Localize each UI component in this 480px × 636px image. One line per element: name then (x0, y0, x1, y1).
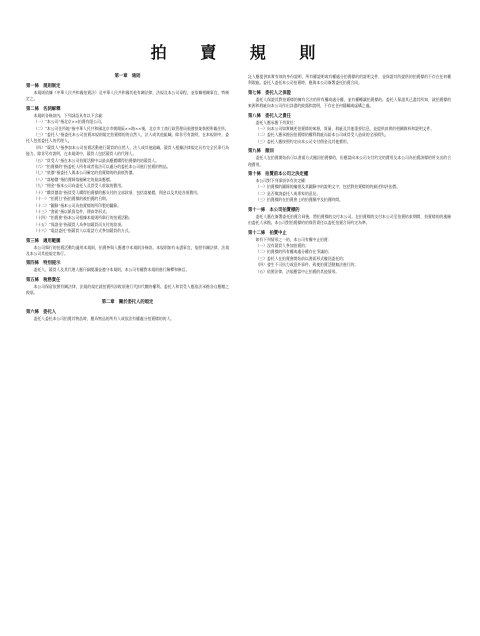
section-text: 本公司保留依照有關法律，法規的規定就拍賣所涉稅項進行代扣代繳的權利。委托人和買受人應依法承擔各自應繳之稅項。 (26, 283, 229, 296)
section-heading: 第十一條 本公司拍賣標的 (248, 207, 300, 213)
section-heading: 第九條 撤回 (248, 149, 274, 155)
section-text: 委托人應在簽署委托拍賣合同後，將拍賣標的交付本公司。在拍賣標的交付本公司至拍賣結束期間，拍賣標的的風險由委托人承擔。本公司對拍賣標的的保管責任以委托拍賣合同約定為準。 (248, 213, 451, 226)
section-heading: 第六條 委托人 (26, 309, 57, 315)
section-heading: 第二條 名詞解釋 (26, 106, 61, 112)
list-item: （九）“佣金”指本公司向委托人及買受人收取的費用。 (33, 183, 125, 189)
left-column (26, 74, 229, 322)
list-item: （四）“競買人”指參加本公司拍賣活動進行競買的自然人，法人或其他組織，競買人根據法律規定具有完全民事行為能力。除非另有說明，在本規則中，競買人包括競買人的代理人。 (26, 144, 229, 157)
list-item: （一）“本公司”指北京××拍賣有限公司。 (33, 119, 105, 125)
list-item: （十五）“保證金”指競買人為參加競買而支付的款項。 (33, 221, 125, 227)
section-heading: 第八條 委托人之責任 (248, 113, 291, 119)
list-item: （十四）“拍賣會”指本公司根據本規則所舉行的拍賣活動。 (33, 215, 133, 221)
section-text: 委托人委托本公司拍賣其物品時，應為物品的所有人或依法有權處分拍賣標的的人。 (33, 315, 175, 321)
list-item: （七）“底價”指委托人與本公司確定的拍賣標的的最低售價。 (33, 170, 137, 176)
list-item: （二）拍賣標的所有權或處分權存在爭議的； (255, 249, 332, 255)
section-heading: 第十二條 拍賣中止 (248, 230, 287, 236)
list-item: （三）拍賣標的在拍賣會上的拍賣順序及拍賣時間。 (255, 197, 343, 203)
list-item: （一）沒有競買人參加拍賣的； (255, 242, 309, 248)
list-item: （五）“買受人”指在本公司拍賣活動中以最高應價購得拍賣標的的競買人。 (33, 157, 159, 163)
section-text: 本規則各條款內，下列詞語具有以下含義： (33, 112, 106, 118)
list-item: （十六）“電話委托”指競買人以電話方式參加競買的方式。 (33, 228, 133, 234)
section-text: 委托人保證其對拍賣標的擁有合法的所有權或處分權，並有權轉讓拍賣標的。委托人保證其已盡其所知，就拍賣標的來源和瑕疵向本公司作出詳盡的披露和說明，不存在任何隱瞞或虛構之處。 (248, 96, 451, 109)
section-text: 本公司對下列事項享有決定權： (255, 178, 309, 184)
section-heading: 第七條 委托人之保證 (248, 90, 291, 96)
list-item: （一）向本公司如實陳述拍賣標的來源，質量，瑕疵及其他重要信息，並提供真實的相關資料和證明文件。 (255, 126, 435, 132)
list-item: （八）“落槌價”指拍賣師落槌確定的最高應價。 (33, 176, 114, 182)
list-item: （三）“委托人”指委托本公司拍賣本規則規定拍賣標的的自然人，法人或其他組織。除非另有說明，在本規則中，委托人包括委托人的代理人。 (26, 132, 229, 144)
section-heading: 第四條 特別提示 (26, 261, 61, 267)
section-heading: 第五條 稅務責任 (26, 277, 61, 283)
list-item: （一）拍賣標的圖錄的編排及其圖錄中的說明文字，包括對拍賣標的的描述和評估價。 (255, 184, 400, 190)
section-heading: 第三條 適用範圍 (26, 238, 61, 244)
section-heading: 第一條 規則制定 (26, 84, 61, 89)
section-text: 託人應提供真實有效的身份證明，所有權證明或有權處分拍賣標的的證明文件，並保證其所提供的拍賣標的不存在任何權利瑕疵。委托人委托本公司拍賣時，應與本公司簽署委托拍賣合同。 (248, 74, 451, 86)
list-item: （二）委托人應承擔因拍賣標的權利瑕疵而給本公司或買受人造成的全部損失。 (255, 132, 389, 138)
section-text: 本規則依據《中華人民共和國拍賣法》及中華人民共和國其他有關法律，法規及本公司章程，並依據相關事宜，特制定之。 (26, 90, 229, 102)
list-item: （四）發生不可抗力或意外事件，致使拍賣活動無法進行的； (255, 262, 359, 268)
list-item: （二）“本公司住所地”指中華人民共和國北京市朝陽區××路××號，北京市工商行政管理局頒發營業執照所載住所。 (33, 125, 229, 131)
section-heading: 第十條 拍賣前本公司之決定權 (248, 172, 309, 178)
list-item: （十一）“拍賣日”指拍賣標的被拍賣的日期。 (33, 196, 110, 202)
list-item: （三）委托人應按照約定向本公司支付佣金及其他費用。 (255, 138, 351, 144)
section-text: 如有下列情形之一的，本公司有權中止拍賣： (255, 236, 332, 242)
list-item: （五）依照法律，法規應當中止拍賣的其他情形。 (255, 268, 340, 274)
section-text: 委托人，競買人及其代理人應仔細閱讀並遵守本規則。本公司有權對本規則進行解釋和修訂。 (33, 267, 190, 273)
list-item: （三）委托人在拍賣會開始前以書面形式撤回委托的； (255, 255, 347, 261)
list-item: （十）“購買價款”指買受人購得拍賣標的應支付的全部款項，包括落槌價，佣金以及其他各項費用。 (33, 189, 201, 195)
section-text: 委托人在拍賣開始前可以書面方式撤回拍賣標的，但應當向本公司支付約定的費用及本公司為拍賣該標的所支出的合理費用。 (248, 155, 451, 167)
page-title: 拍 賣 規 則 (150, 43, 330, 62)
chapter-heading: 第一章 通則 (114, 74, 141, 79)
list-item: （六）“拍賣標的”指委托人所有或者依法可以處分的委托本公司進行拍賣的物品。 (33, 164, 171, 170)
list-item: （二）是否徵詢委托人或專家的意見。 (255, 190, 321, 196)
chapter-heading: 第二章 關於委托人的規定 (101, 299, 154, 305)
section-text: 委托人應承擔下列責任： (255, 119, 298, 125)
section-text: 本公司舉行的拍賣活動均適用本規則，拍賣參與人應遵守本規則各條款。本規則如有未盡事宜，依照有關法律，法規及本公司其他規定執行。 (26, 244, 229, 256)
right-column (248, 74, 451, 275)
list-item: （十三）“書面”指以紙質信件，傳真等形式。 (33, 208, 110, 214)
list-item: （十二）“圖錄”指本公司為拍賣標的所印製的圖錄。 (33, 202, 122, 208)
